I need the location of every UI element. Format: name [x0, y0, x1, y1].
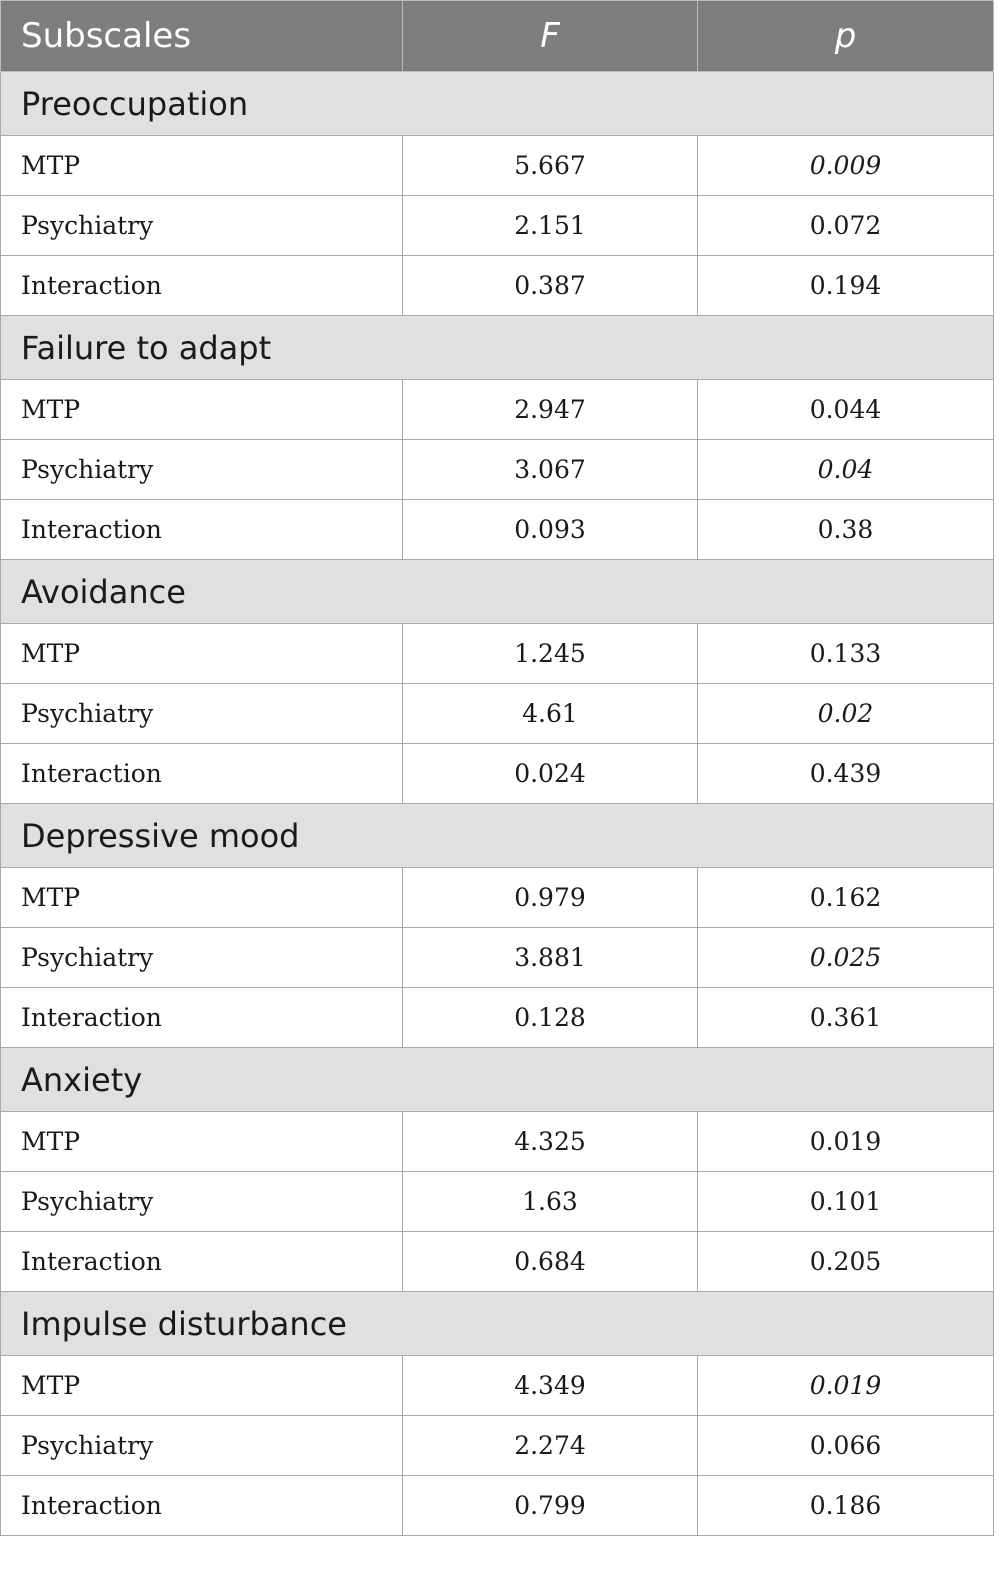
p-value: 0.066: [698, 1416, 994, 1476]
table-row: [1, 744, 994, 804]
f-value: 2.274: [403, 1416, 698, 1476]
table-row: [1, 440, 994, 500]
row-label: MTP: [1, 1356, 403, 1416]
f-value: 3.881: [403, 928, 698, 988]
f-value: 0.024: [403, 744, 698, 804]
header-row: [1, 1, 994, 72]
f-value: 0.387: [403, 256, 698, 316]
f-value: 0.799: [403, 1476, 698, 1536]
row-label: Interaction: [1, 1232, 403, 1292]
p-value: 0.38: [698, 500, 994, 560]
f-value: 0.128: [403, 988, 698, 1048]
row-label: MTP: [1, 1112, 403, 1172]
table-row: [1, 196, 994, 256]
p-value: 0.019: [698, 1112, 994, 1172]
row-label: MTP: [1, 136, 403, 196]
table-body: [1, 72, 994, 1536]
f-value: 2.947: [403, 380, 698, 440]
group-label: Failure to adapt: [1, 316, 994, 380]
group-label: Preoccupation: [1, 72, 994, 136]
header-p: p: [698, 1, 994, 72]
row-label: Interaction: [1, 500, 403, 560]
p-value: 0.439: [698, 744, 994, 804]
row-label: Psychiatry: [1, 684, 403, 744]
row-label: Interaction: [1, 1476, 403, 1536]
table-row: [1, 256, 994, 316]
row-label: MTP: [1, 380, 403, 440]
row-label: Psychiatry: [1, 1416, 403, 1476]
group-row: [1, 1048, 994, 1112]
table-row: [1, 624, 994, 684]
p-value: 0.019: [698, 1356, 994, 1416]
row-label: Interaction: [1, 744, 403, 804]
row-label: Psychiatry: [1, 440, 403, 500]
group-label: Avoidance: [1, 560, 994, 624]
group-row: [1, 72, 994, 136]
group-label: Anxiety: [1, 1048, 994, 1112]
row-label: Interaction: [1, 988, 403, 1048]
row-label: Psychiatry: [1, 196, 403, 256]
table-row: [1, 1356, 994, 1416]
f-value: 1.63: [403, 1172, 698, 1232]
f-value: 1.245: [403, 624, 698, 684]
p-value: 0.162: [698, 868, 994, 928]
group-row: [1, 560, 994, 624]
p-value: 0.009: [698, 136, 994, 196]
f-value: 4.61: [403, 684, 698, 744]
p-value: 0.361: [698, 988, 994, 1048]
f-value: 0.093: [403, 500, 698, 560]
row-label: Psychiatry: [1, 1172, 403, 1232]
f-value: 0.684: [403, 1232, 698, 1292]
p-value: 0.186: [698, 1476, 994, 1536]
table-row: [1, 1112, 994, 1172]
p-value: 0.101: [698, 1172, 994, 1232]
p-value: 0.072: [698, 196, 994, 256]
header-f: F: [403, 1, 698, 72]
table-row: [1, 1172, 994, 1232]
p-value: 0.02: [698, 684, 994, 744]
f-value: 3.067: [403, 440, 698, 500]
group-label: Depressive mood: [1, 804, 994, 868]
p-value: 0.044: [698, 380, 994, 440]
f-value: 4.325: [403, 1112, 698, 1172]
table-row: [1, 500, 994, 560]
p-value: 0.025: [698, 928, 994, 988]
f-value: 4.349: [403, 1356, 698, 1416]
group-row: [1, 316, 994, 380]
group-row: [1, 1292, 994, 1356]
table-row: [1, 988, 994, 1048]
table-row: [1, 928, 994, 988]
table-row: [1, 1232, 994, 1292]
header-subscales: Subscales: [1, 1, 403, 72]
p-value: 0.194: [698, 256, 994, 316]
row-label: Psychiatry: [1, 928, 403, 988]
row-label: MTP: [1, 868, 403, 928]
table-row: [1, 380, 994, 440]
table-row: [1, 1476, 994, 1536]
group-label: Impulse disturbance: [1, 1292, 994, 1356]
f-value: 0.979: [403, 868, 698, 928]
p-value: 0.205: [698, 1232, 994, 1292]
p-value: 0.04: [698, 440, 994, 500]
table-row: [1, 136, 994, 196]
p-value: 0.133: [698, 624, 994, 684]
table-row: [1, 684, 994, 744]
row-label: Interaction: [1, 256, 403, 316]
table-row: [1, 868, 994, 928]
group-row: [1, 804, 994, 868]
f-value: 5.667: [403, 136, 698, 196]
row-label: MTP: [1, 624, 403, 684]
table-row: [1, 1416, 994, 1476]
f-value: 2.151: [403, 196, 698, 256]
